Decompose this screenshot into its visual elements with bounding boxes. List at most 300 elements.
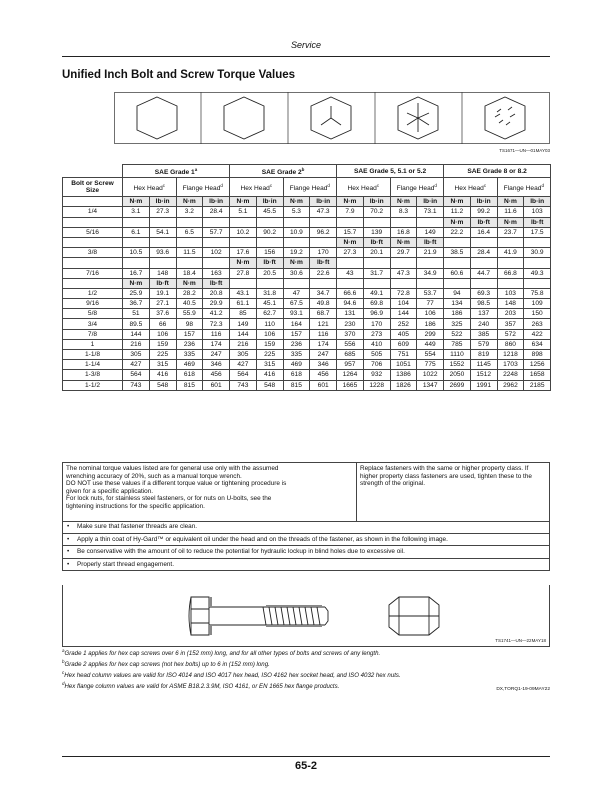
torque-value-cell: 44.7 <box>470 268 497 278</box>
torque-value-cell: 579 <box>470 339 497 349</box>
torque-value-cell: 49.8 <box>310 299 337 309</box>
bolt-size-cell: 1-1/8 <box>63 350 123 360</box>
torque-value-cell: 8.3 <box>390 207 417 217</box>
torque-value-cell: 1347 <box>417 380 444 390</box>
torque-value-cell: 170 <box>363 319 390 329</box>
torque-value-cell: 743 <box>230 380 257 390</box>
unit-label: N·m <box>337 237 364 247</box>
torque-value-cell: 554 <box>417 350 444 360</box>
unit-label: lb·ft <box>417 237 444 247</box>
unit-label: lb·in <box>470 197 497 207</box>
unit-blank <box>283 278 310 288</box>
unit-blank <box>390 217 417 227</box>
flange-head-header: Flange Head$^d$ <box>283 178 337 197</box>
page-number: 65-2 <box>294 760 318 772</box>
torque-value-cell: 1228 <box>363 380 390 390</box>
torque-value-cell: 106 <box>149 329 176 339</box>
torque-value-cell: 22.6 <box>310 268 337 278</box>
unit-blank <box>417 217 444 227</box>
torque-value-cell: 1552 <box>444 360 471 370</box>
torque-value-cell: 1264 <box>337 370 364 380</box>
torque-value-cell: 156 <box>256 248 283 258</box>
note-line: For lock nuts, for stainless steel fasteners, or for nuts on U-bolts, see the <box>66 495 272 503</box>
torque-value-cell: 20.5 <box>256 268 283 278</box>
torque-value-cell: 174 <box>310 339 337 349</box>
torque-value-cell: 53.7 <box>417 288 444 298</box>
torque-value-cell: 96.9 <box>363 309 390 319</box>
torque-value-cell: 601 <box>310 380 337 390</box>
note-line: Replace fasteners with the same or higher property class. If <box>360 465 529 472</box>
table-row <box>63 360 551 370</box>
unit-blank <box>256 237 283 247</box>
torque-value-cell: 505 <box>363 350 390 360</box>
torque-value-cell: 93.6 <box>149 248 176 258</box>
torque-value-cell: 416 <box>256 370 283 380</box>
torque-value-cell: 1386 <box>390 370 417 380</box>
torque-value-cell: 45.5 <box>256 207 283 217</box>
torque-value-cell: 102 <box>203 248 230 258</box>
torque-value-cell: 11.2 <box>444 207 471 217</box>
unit-label: N·m <box>283 197 310 207</box>
torque-value-cell: 148 <box>497 299 524 309</box>
footnotes <box>62 647 550 691</box>
unit-label: lb·ft <box>203 278 230 288</box>
torque-value-cell: 5.3 <box>283 207 310 217</box>
torque-value-cell: 422 <box>524 329 551 339</box>
bolt-size-cell: 1-3/8 <box>63 370 123 380</box>
unit-blank <box>310 278 337 288</box>
torque-value-cell: 11.6 <box>497 207 524 217</box>
torque-value-cell: 618 <box>283 370 310 380</box>
torque-value-cell: 335 <box>176 350 203 360</box>
torque-value-cell: 357 <box>497 319 524 329</box>
torque-value-cell: 69.8 <box>363 299 390 309</box>
torque-value-cell: 240 <box>470 319 497 329</box>
unit-blank <box>176 237 203 247</box>
torque-value-cell: 305 <box>123 350 150 360</box>
torque-value-cell: 469 <box>283 360 310 370</box>
torque-value-cell: 20.8 <box>203 288 230 298</box>
bolt-size-cell: 3/4 <box>63 319 123 329</box>
torque-value-cell: 144 <box>390 309 417 319</box>
unit-blank <box>444 278 471 288</box>
footer-rule <box>62 756 550 757</box>
torque-value-cell: 159 <box>256 339 283 349</box>
unit-row <box>63 217 551 227</box>
table-row <box>63 299 551 309</box>
bullet-icon: • <box>67 548 70 555</box>
unit-blank <box>149 258 176 268</box>
torque-value-cell: 2185 <box>524 380 551 390</box>
torque-value-cell: 174 <box>203 339 230 349</box>
torque-value-cell: 103 <box>524 207 551 217</box>
hex-head-header: Hex Head$^c$ <box>123 178 177 197</box>
torque-value-cell: 346 <box>203 360 230 370</box>
torque-value-cell: 186 <box>444 309 471 319</box>
torque-value-cell: 29.7 <box>390 248 417 258</box>
table-row <box>63 207 551 217</box>
torque-value-cell: 247 <box>310 350 337 360</box>
torque-value-cell: 23.7 <box>497 227 524 237</box>
table-corner <box>63 165 123 178</box>
torque-value-cell: 957 <box>337 360 364 370</box>
unit-blank <box>497 237 524 247</box>
torque-value-cell: 31.8 <box>256 288 283 298</box>
torque-value-cell: 3.1 <box>123 207 150 217</box>
torque-value-cell: 55.9 <box>176 309 203 319</box>
torque-value-cell: 17.6 <box>230 248 257 258</box>
torque-value-cell: 6.5 <box>176 227 203 237</box>
bolt-size-cell: 7/8 <box>63 329 123 339</box>
torque-value-cell: 1665 <box>337 380 364 390</box>
torque-value-cell: 273 <box>363 329 390 339</box>
unit-blank <box>230 237 257 247</box>
torque-value-cell: 149 <box>230 319 257 329</box>
torque-value-cell: 216 <box>230 339 257 349</box>
torque-value-cell: 315 <box>256 360 283 370</box>
torque-value-cell: 144 <box>123 329 150 339</box>
bolt-figure-caption: TS1741—UN—22MAY18 <box>495 638 546 643</box>
torque-value-cell: 522 <box>444 329 471 339</box>
unit-label: lb·in <box>524 197 551 207</box>
instruction-bullets <box>62 521 550 571</box>
torque-value-cell: 785 <box>444 339 471 349</box>
torque-value-cell: 157 <box>283 329 310 339</box>
torque-value-cell: 410 <box>363 339 390 349</box>
torque-value-cell: 149 <box>417 227 444 237</box>
unit-blank <box>203 237 230 247</box>
unit-row <box>63 258 551 268</box>
torque-value-cell: 41.2 <box>203 309 230 319</box>
torque-value-cell: 860 <box>497 339 524 349</box>
torque-value-cell: 72.3 <box>203 319 230 329</box>
torque-value-cell: 186 <box>417 319 444 329</box>
unit-blank <box>176 258 203 268</box>
grade-8-header: SAE Grade 8 or 8.2 <box>444 165 551 178</box>
torque-value-cell: 66.8 <box>497 268 524 278</box>
torque-value-cell: 51 <box>123 309 150 319</box>
torque-value-cell: 1051 <box>390 360 417 370</box>
torque-value-cell: 564 <box>230 370 257 380</box>
torque-value-cell: 456 <box>203 370 230 380</box>
unit-label: lb·in <box>417 197 444 207</box>
torque-value-cell: 2962 <box>497 380 524 390</box>
torque-value-cell: 2248 <box>497 370 524 380</box>
torque-value-cell: 335 <box>283 350 310 360</box>
unit-blank <box>203 258 230 268</box>
torque-value-cell: 743 <box>123 380 150 390</box>
header-rule <box>62 56 550 57</box>
unit-label: N·m <box>497 197 524 207</box>
torque-value-cell: 34.7 <box>310 288 337 298</box>
torque-value-cell: 299 <box>417 329 444 339</box>
unit-row-blank <box>63 278 123 288</box>
torque-value-cell: 72.8 <box>390 288 417 298</box>
unit-blank <box>524 278 551 288</box>
torque-value-cell: 90.2 <box>256 227 283 237</box>
torque-value-cell: 19.1 <box>149 288 176 298</box>
unit-blank <box>123 237 150 247</box>
torque-value-cell: 225 <box>256 350 283 360</box>
torque-value-cell: 110 <box>256 319 283 329</box>
torque-value-cell: 20.1 <box>363 248 390 258</box>
bolt-size-cell: 9/16 <box>63 299 123 309</box>
torque-value-cell: 609 <box>390 339 417 349</box>
torque-value-cell: 263 <box>524 319 551 329</box>
unit-row <box>63 237 551 247</box>
torque-value-cell: 27.3 <box>149 207 176 217</box>
unit-blank <box>283 237 310 247</box>
unit-label: lb·ft <box>149 278 176 288</box>
torque-value-cell: 121 <box>310 319 337 329</box>
torque-value-cell: 252 <box>390 319 417 329</box>
torque-value-cell: 85 <box>230 309 257 319</box>
torque-value-cell: 75.8 <box>524 288 551 298</box>
unit-blank <box>230 278 257 288</box>
flange-head-header: Flange Head$^d$ <box>390 178 444 197</box>
torque-value-cell: 66 <box>149 319 176 329</box>
torque-table-body <box>63 197 551 391</box>
unit-blank <box>470 278 497 288</box>
note-line: higher property class fasteners are used, tighten these to the <box>360 472 532 480</box>
bullet-icon: • <box>67 560 70 568</box>
torque-value-cell: 564 <box>123 370 150 380</box>
unit-blank <box>417 278 444 288</box>
torque-value-cell: 103 <box>497 288 524 298</box>
torque-value-cell: 116 <box>310 329 337 339</box>
torque-value-cell: 31.7 <box>363 268 390 278</box>
torque-value-cell: 1256 <box>524 360 551 370</box>
torque-value-cell: 456 <box>310 370 337 380</box>
unit-label: lb·in <box>256 197 283 207</box>
unit-blank <box>470 258 497 268</box>
torque-value-cell: 27.8 <box>230 268 257 278</box>
torque-value-cell: 17.5 <box>524 227 551 237</box>
torque-value-cell: 170 <box>310 248 337 258</box>
torque-value-cell: 21.9 <box>417 248 444 258</box>
torque-value-cell: 28.4 <box>470 248 497 258</box>
torque-value-cell: 1145 <box>470 360 497 370</box>
torque-value-cell: 137 <box>470 309 497 319</box>
torque-value-cell: 385 <box>470 329 497 339</box>
torque-value-cell: 98.5 <box>470 299 497 309</box>
torque-value-cell: 11.5 <box>176 248 203 258</box>
torque-value-cell: 548 <box>256 380 283 390</box>
unit-label: lb·in <box>363 197 390 207</box>
unit-blank <box>310 237 337 247</box>
table-row <box>63 288 551 298</box>
torque-value-cell: 22.2 <box>444 227 471 237</box>
table-row <box>63 227 551 237</box>
torque-value-cell: 1826 <box>390 380 417 390</box>
unit-label: lb·ft <box>363 237 390 247</box>
unit-label: N·m <box>497 217 524 227</box>
grade-2-header: SAE Grade 2$^b$ <box>230 165 337 178</box>
torque-value-cell: 751 <box>390 350 417 360</box>
torque-value-cell: 49.3 <box>524 268 551 278</box>
unit-blank <box>337 278 364 288</box>
unit-blank <box>176 217 203 227</box>
torque-value-cell: 932 <box>363 370 390 380</box>
unit-label: lb·ft <box>524 217 551 227</box>
unit-label: lb·ft <box>470 217 497 227</box>
torque-value-cell: 427 <box>123 360 150 370</box>
notes-left <box>66 465 354 511</box>
bolt-size-cell: 1/2 <box>63 288 123 298</box>
unit-label: lb·in <box>203 197 230 207</box>
torque-value-cell: 164 <box>283 319 310 329</box>
unit-row-blank <box>63 237 123 247</box>
torque-value-cell: 618 <box>176 370 203 380</box>
table-row <box>63 350 551 360</box>
torque-value-cell: 236 <box>176 339 203 349</box>
torque-value-cell: 548 <box>149 380 176 390</box>
torque-value-cell: 27.1 <box>149 299 176 309</box>
torque-value-cell: 148 <box>149 268 176 278</box>
bolt-size-cell: 1 <box>63 339 123 349</box>
torque-value-cell: 67.5 <box>283 299 310 309</box>
flange-head-header: Flange Head$^d$ <box>497 178 551 197</box>
torque-values-table <box>62 164 551 391</box>
document-code: DX,TORQ1-19-09MAY22 <box>496 687 550 692</box>
torque-value-cell: 61.1 <box>230 299 257 309</box>
torque-value-cell: 10.5 <box>123 248 150 258</box>
torque-value-cell: 815 <box>283 380 310 390</box>
torque-value-cell: 60.6 <box>444 268 471 278</box>
grade-1-header: SAE Grade 1$^a$ <box>123 165 230 178</box>
torque-value-cell: 3.2 <box>176 207 203 217</box>
torque-value-cell: 775 <box>417 360 444 370</box>
unit-label: N·m <box>230 197 257 207</box>
hex-head-header: Hex Head$^c$ <box>230 178 284 197</box>
table-row <box>63 339 551 349</box>
unit-row-blank <box>63 217 123 227</box>
torque-value-cell: 819 <box>470 350 497 360</box>
torque-value-cell: 1110 <box>444 350 471 360</box>
bullet-item: • Apply a thin coat of Hy-Gard™ or equivalent oil under the head and on the threads of the fastener, as shown in the following image. <box>62 534 550 547</box>
torque-value-cell: 43 <box>337 268 364 278</box>
unit-row-blank <box>63 197 123 207</box>
unit-blank <box>363 217 390 227</box>
unit-blank <box>470 237 497 247</box>
unit-blank <box>390 258 417 268</box>
torque-value-cell: 634 <box>524 339 551 349</box>
torque-value-cell: 89.5 <box>123 319 150 329</box>
bolt-size-cell: 1/4 <box>63 207 123 217</box>
torque-value-cell: 1703 <box>497 360 524 370</box>
torque-value-cell: 70.2 <box>363 207 390 217</box>
torque-value-cell: 469 <box>176 360 203 370</box>
torque-value-cell: 163 <box>203 268 230 278</box>
torque-value-cell: 2699 <box>444 380 471 390</box>
torque-value-cell: 40.5 <box>176 299 203 309</box>
torque-value-cell: 416 <box>149 370 176 380</box>
bolt-size-cell: 5/8 <box>63 309 123 319</box>
bolt-size-cell: 1-1/4 <box>63 360 123 370</box>
torque-value-cell: 16.4 <box>470 227 497 237</box>
unit-blank <box>444 258 471 268</box>
torque-value-cell: 247 <box>203 350 230 360</box>
torque-value-cell: 5.1 <box>230 207 257 217</box>
torque-value-cell: 30.9 <box>524 248 551 258</box>
table-row <box>63 370 551 380</box>
unit-blank <box>363 258 390 268</box>
torque-value-cell: 25.9 <box>123 288 150 298</box>
torque-value-cell: 16.7 <box>123 268 150 278</box>
torque-value-cell: 216 <box>123 339 150 349</box>
note-line: DO NOT use these values if a different torque value or tightening procedure is <box>66 480 287 488</box>
unit-label: N·m <box>390 237 417 247</box>
torque-value-cell: 94 <box>444 288 471 298</box>
torque-value-cell: 236 <box>283 339 310 349</box>
unit-row <box>63 278 551 288</box>
unit-blank <box>337 258 364 268</box>
table-row <box>63 329 551 339</box>
torque-value-cell: 34.9 <box>417 268 444 278</box>
bullet-icon: • <box>67 535 70 543</box>
torque-value-cell: 144 <box>230 329 257 339</box>
bolt-head-markings-figure <box>114 92 550 144</box>
unit-label: N·m <box>337 197 364 207</box>
unit-label: N·m <box>123 197 150 207</box>
footnote-d: $^d$Hex flange column values are valid for ASME B18.2.3.9M, ISO 4161, or EN 1665 hex flange products. <box>62 681 340 691</box>
torque-value-cell: 38.5 <box>444 248 471 258</box>
unit-blank <box>337 217 364 227</box>
torque-value-cell: 29.9 <box>203 299 230 309</box>
torque-value-cell: 203 <box>497 309 524 319</box>
bolt-size-cell: 7/16 <box>63 268 123 278</box>
unit-blank <box>283 217 310 227</box>
torque-value-cell: 225 <box>149 350 176 360</box>
bullet-item: • Properly start thread engagement. <box>62 559 550 572</box>
torque-value-cell: 556 <box>337 339 364 349</box>
torque-value-cell: 370 <box>337 329 364 339</box>
torque-value-cell: 27.3 <box>337 248 364 258</box>
torque-value-cell: 54.1 <box>149 227 176 237</box>
unit-blank <box>390 278 417 288</box>
top-figure-caption: TS1671—UN—01MAY03 <box>499 148 550 153</box>
footnote-b: $^b$Grade 2 applies for hex cap screws (not hex bolts) up to 6 in (152 mm) long. <box>62 659 270 669</box>
torque-value-cell: 106 <box>417 309 444 319</box>
torque-value-cell: 157 <box>176 329 203 339</box>
unit-blank <box>256 278 283 288</box>
table-row <box>63 309 551 319</box>
torque-value-cell: 1512 <box>470 370 497 380</box>
torque-value-cell: 109 <box>524 299 551 309</box>
torque-value-cell: 7.9 <box>337 207 364 217</box>
torque-value-cell: 49.1 <box>363 288 390 298</box>
unit-label: lb·in <box>149 197 176 207</box>
torque-value-cell: 325 <box>444 319 471 329</box>
unit-row <box>63 197 551 207</box>
unit-blank <box>497 258 524 268</box>
unit-label: N·m <box>123 278 150 288</box>
table-row <box>63 248 551 258</box>
torque-value-cell: 98 <box>176 319 203 329</box>
unit-blank <box>497 278 524 288</box>
torque-value-cell: 94.6 <box>337 299 364 309</box>
torque-value-cell: 37.6 <box>149 309 176 319</box>
torque-value-cell: 68.7 <box>310 309 337 319</box>
torque-value-cell: 405 <box>390 329 417 339</box>
torque-value-cell: 150 <box>524 309 551 319</box>
torque-value-cell: 305 <box>230 350 257 360</box>
torque-value-cell: 116 <box>203 329 230 339</box>
torque-value-cell: 10.9 <box>283 227 310 237</box>
torque-value-cell: 2050 <box>444 370 471 380</box>
torque-value-cell: 815 <box>176 380 203 390</box>
torque-value-cell: 134 <box>444 299 471 309</box>
